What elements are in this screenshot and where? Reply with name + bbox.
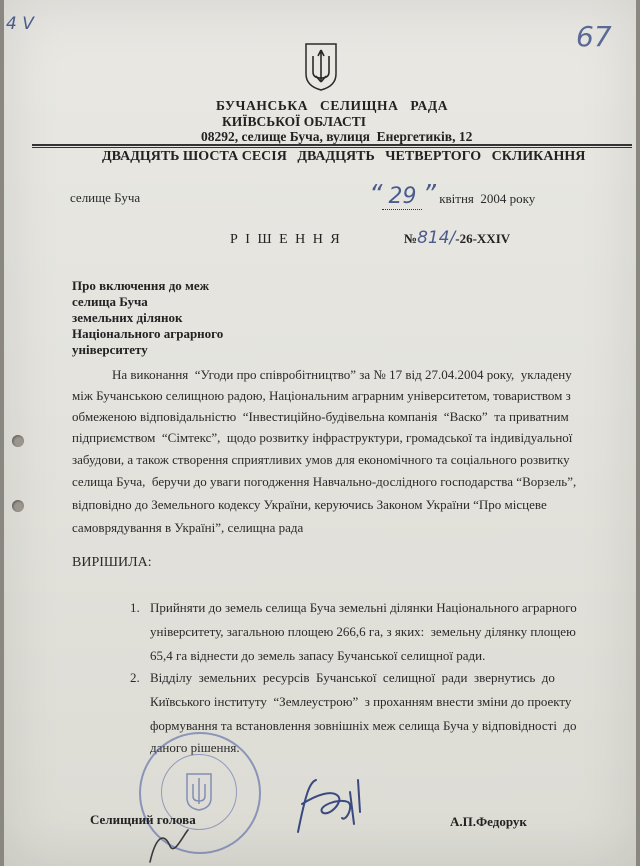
date-month-year: квітня 2004 року — [439, 191, 536, 206]
session-title: ДВАДЦЯТЬ ШОСТА СЕСІЯ ДВАДЦЯТЬ ЧЕТВЕРТОГО СКЛИКАННЯ — [102, 149, 586, 164]
decision-line: 65,4 га віднести до земель запасу Бучанської селищної ради. — [150, 648, 486, 663]
subject-line: університету — [72, 342, 148, 357]
resolved-label: ВИРІШИЛА: — [72, 555, 152, 570]
council-region: КИЇВСЬКОЇ ОБЛАСТІ — [222, 114, 367, 129]
handwritten-signature — [288, 772, 378, 842]
date-open-quote: “ — [369, 180, 383, 210]
decision-number — [404, 228, 510, 248]
subject-line: Національного аграрного — [72, 326, 224, 341]
coat-of-arms-emblem — [304, 42, 338, 92]
preamble-line: відповідно до Земельного кодексу України, керуючись Законом України “Про місцеве — [72, 497, 547, 512]
document-sheet — [4, 0, 636, 866]
decision-line: університету, загальною площею 266,6 га, з яких: земельну ділянку площею — [150, 624, 576, 639]
preamble-line: селища Буча, беручи до уваги погодження Навчально-дослідного господарства “Ворзель”, — [72, 474, 577, 489]
signature-title: Селищний голова — [90, 812, 196, 827]
preamble-line: обмеженою відповідальністю “Інвестиційно-будівельна компанія “Васко” та приватним — [72, 409, 569, 424]
decision-line: Київського інституту “Землеустрою” з проханням внести зміни до проекту — [150, 694, 572, 709]
preamble-line: між Бучанською селищною радою, Національним аграрним університетом, товариством з — [72, 388, 571, 403]
decision-line: формування та встановлення зовнішніх меж селища Буча у відповідності до — [150, 718, 577, 733]
date-close-quote: ” — [422, 180, 436, 210]
decision-number-1: 1. — [130, 600, 140, 615]
preamble-line: забудови, а також створення сприятливих умов для економічного та соціального розвитку — [72, 452, 570, 467]
decision-number-2: 2. — [130, 670, 140, 685]
preamble-line: самоврядування в Україні”, селищна рада — [72, 520, 304, 535]
document-type: Р І Ш Е Н Н Я — [230, 232, 342, 247]
seal-trident-icon — [185, 772, 213, 812]
header-divider — [32, 144, 632, 148]
number-sign: № — [404, 231, 418, 246]
punch-hole — [12, 500, 24, 512]
number-suffix: -26-XXIV — [455, 231, 511, 246]
decision-line: Відділу земельних ресурсів Бучанської селищної ради звернутись до — [150, 670, 555, 685]
council-name: БУЧАНСЬКА СЕЛИЩНА РАДА — [216, 98, 449, 113]
place: селище Буча — [70, 190, 141, 205]
punch-hole — [12, 435, 24, 447]
decision-line: даного рішення. — [150, 740, 240, 755]
secondary-signature-mark — [144, 826, 194, 866]
number-handwritten: 814/ — [417, 228, 456, 248]
margin-note-top-left: 4 V — [6, 14, 34, 34]
page-number-handwritten: 67 — [576, 20, 612, 53]
preamble-line: На виконання “Угоди про співробітництво” за № 17 від 27.04.2004 року, укладену — [112, 367, 572, 382]
preamble-line: підприємством “Сімтекс”, щодо розвитку інфраструктури, громадської та індивідуальної — [72, 430, 573, 445]
decision-line: Прийняти до земель селища Буча земельні ділянки Національного аграрного — [150, 600, 577, 615]
council-address: 08292, селище Буча, вулиця Енергетиків, 12 — [201, 129, 473, 144]
document-date — [369, 180, 535, 210]
subject-line: селища Буча — [72, 294, 148, 309]
date-day-handwritten: 29 — [382, 184, 422, 210]
subject-line: Про включення до меж — [72, 278, 210, 293]
signatory-name: А.П.Федорук — [450, 814, 527, 829]
subject-line: земельних ділянок — [72, 310, 183, 325]
